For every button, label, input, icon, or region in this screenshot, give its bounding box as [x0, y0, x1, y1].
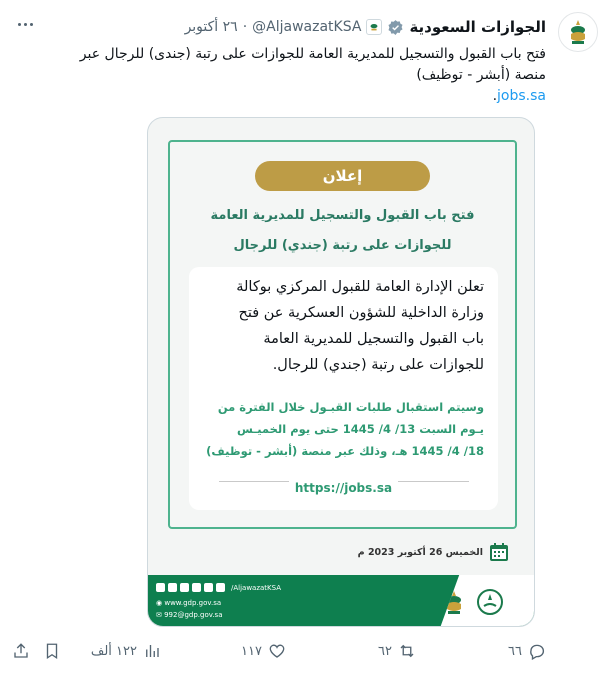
- more-options-icon[interactable]: [14, 16, 36, 32]
- poster-period-line: يـوم السبت 13/ 4/ 1445 حتى يوم الخميـس: [237, 422, 484, 436]
- verified-badge-icon[interactable]: [387, 19, 404, 36]
- footer-email: ✉ 992@gdp.gov.sa: [156, 611, 223, 619]
- repost-icon: [398, 642, 416, 660]
- repost-count: ٦٢: [378, 643, 392, 659]
- poster-url: https://jobs.sa: [189, 481, 498, 495]
- mail-icon: ✉: [156, 611, 165, 619]
- author-handle[interactable]: @AljawazatKSA: [252, 19, 362, 35]
- globe-icon: ◉: [156, 599, 165, 607]
- social-icons: [156, 583, 281, 592]
- poster-date-text: الخميس 26 أكتوبر 2023 م: [357, 546, 483, 558]
- poster-body-line: وزارة الداخلية للشؤون العسكرية عن فتح: [238, 305, 484, 321]
- facebook-icon: [204, 583, 213, 592]
- display-name[interactable]: الجوازات السعودية: [409, 18, 546, 36]
- youtube-icon: [168, 583, 177, 592]
- footer-site: ◉ www.gdp.gov.sa: [156, 599, 222, 607]
- views-count: ١٢٢ ألف: [90, 643, 137, 659]
- tweet-actions: [26, 640, 546, 662]
- poster-body-line: تعلن الإدارة العامة للقبول المركزي بوكالة: [236, 279, 484, 295]
- tweet-text-main: فتح باب القبول والتسجيل للمديرية العامة للجوازات على رتبة (جندى) للرجال عبر منصة (أبشر - توظيف): [79, 46, 546, 83]
- footer-handle: /AljawazatKSA: [231, 583, 282, 592]
- tweet-link[interactable]: jobs.sa: [497, 88, 546, 104]
- x-icon: [192, 583, 201, 592]
- poster-period-line: 18/ 4/ 1445 هـ، وذلك عبر منصة (أبشر - توظيف): [206, 444, 484, 458]
- poster-frame: [168, 140, 517, 529]
- instagram-icon: [180, 583, 189, 592]
- tweet-date[interactable]: ٢٦ أكتوبر: [184, 19, 238, 35]
- like-count: ١١٧: [241, 643, 262, 659]
- reply-count: ٦٦: [508, 643, 522, 659]
- poster-body-line: باب القبول والتسجيل للمديرية العامة: [263, 331, 484, 347]
- poster-headline-2: للجوازات على رتبة (جندي) للرجال: [233, 238, 452, 253]
- snapchat-icon: [156, 583, 165, 592]
- reply-button[interactable]: [508, 640, 546, 662]
- calendar-icon: [489, 542, 509, 562]
- views-icon: [143, 642, 161, 660]
- poster-period-line: وسيتم استقبال طلبات القبـول خلال الفترة من: [217, 400, 484, 414]
- poster-date: [358, 542, 509, 562]
- like-button[interactable]: [241, 640, 286, 662]
- poster-body-line: للجوازات على رتبة (جندي) للرجال.: [272, 357, 484, 373]
- poster-headline-1: فتح باب القبول والتسجيل للمديرية العامة: [210, 208, 475, 223]
- views-button[interactable]: [91, 640, 161, 662]
- share-icon: [12, 642, 30, 660]
- ministry-emblem-icon: [476, 588, 504, 616]
- tweet-text: [46, 44, 546, 107]
- footer-emblems: [440, 575, 535, 627]
- announcement-banner: إعلان: [255, 161, 430, 191]
- heart-icon: [268, 642, 286, 660]
- header-separator: ·: [242, 19, 248, 35]
- bookmark-button[interactable]: [43, 640, 61, 662]
- tweet-media[interactable]: [147, 117, 535, 627]
- poster-footer: [148, 575, 535, 627]
- tweet-link-suffix: .: [492, 88, 498, 104]
- tiktok-icon: [216, 583, 225, 592]
- bookmark-icon: [43, 642, 61, 660]
- avatar[interactable]: [558, 12, 598, 52]
- affiliate-badge-icon[interactable]: [366, 19, 382, 35]
- tweet-header: [185, 16, 546, 38]
- poster-body: [189, 267, 498, 510]
- reply-icon: [528, 642, 546, 660]
- passports-logo-icon: [563, 17, 593, 47]
- passports-emblem-icon: [440, 588, 468, 616]
- repost-button[interactable]: [378, 640, 416, 662]
- share-button[interactable]: [12, 640, 30, 662]
